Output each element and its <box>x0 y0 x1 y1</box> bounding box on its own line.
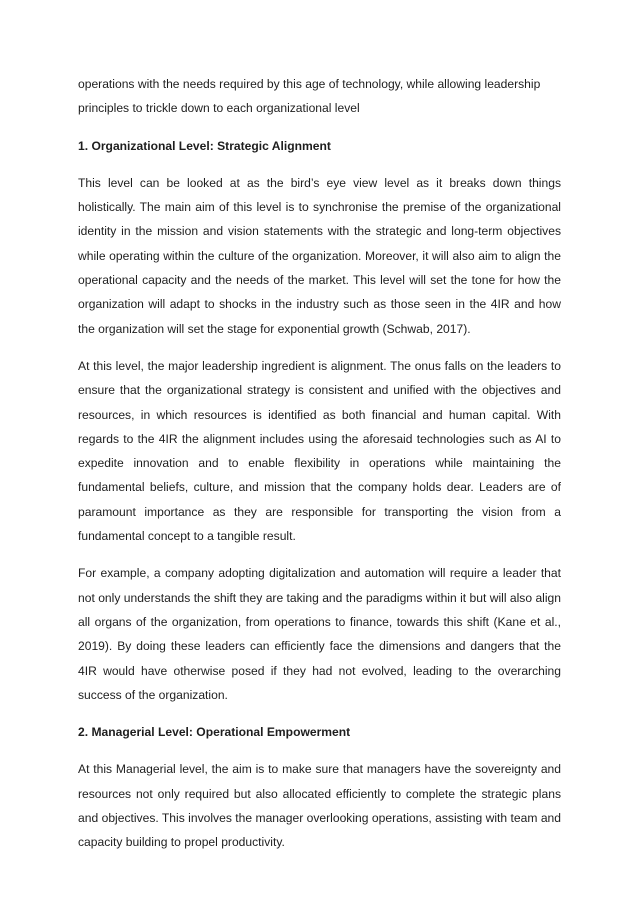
section-heading-operational-empowerment: 2. Managerial Level: Operational Empowerment <box>78 725 351 740</box>
strategic-alignment-paragraph-1: This level can be looked at as the bird’s eye view level as it breaks down things holistically. The main aim of this level is to synchronise the premise of the organizational identity in the mission and vision statements with the strategic and long-term objectives while operating within the culture of the organization. Moreover, it will also aim to align the operational capacity and the needs of the market. This level will set the tone for how the organization will adapt to shocks in the industry such as those seen in the 4IR and how the organization will set the stage for exponential growth (Schwab, 2017). <box>78 175 561 336</box>
intro-continuation-paragraph: operations with the needs required by this age of technology, while allowing leadership principles to trickle down to each organizational level <box>78 77 541 116</box>
strategic-alignment-paragraph-3: For example, a company adopting digitalization and automation will require a leader that not only understands the shift they are taking and the paradigms within it but will also align all organs of the organization, from operations to finance, towards this shift (Kane et al., 2019). By doing these leaders can efficiently face the dimensions and dangers that the 4IR would have otherwise posed if they had not evolved, leading to the overarching success of the organization. <box>78 566 561 702</box>
strategic-alignment-paragraph-2: At this level, the major leadership ingredient is alignment. The onus falls on the leaders to ensure that the organizational strategy is consistent and unified with the objectives and resources, in which resources is identified as both financial and human capital. With regards to the 4IR the alignment includes using the aforesaid technologies such as AI to expedite innovation and to enable flexibility in operations while maintaining the fundamental beliefs, culture, and mission that the company holds dear. Leaders are of paramount importance as they are responsible for transporting the vision from a fundamental concept to a tangible result. <box>78 358 561 544</box>
operational-empowerment-paragraph-1: At this Managerial level, the aim is to make sure that managers have the sovereignty and resources not only required but also allocated efficiently to complete the strategic plans and objectives. This involves the manager overlooking operations, assisting with team and capacity building to propel productivity. <box>78 762 561 850</box>
section-heading-strategic-alignment: 1. Organizational Level: Strategic Alignment <box>78 138 331 153</box>
document-page <box>78 72 561 868</box>
